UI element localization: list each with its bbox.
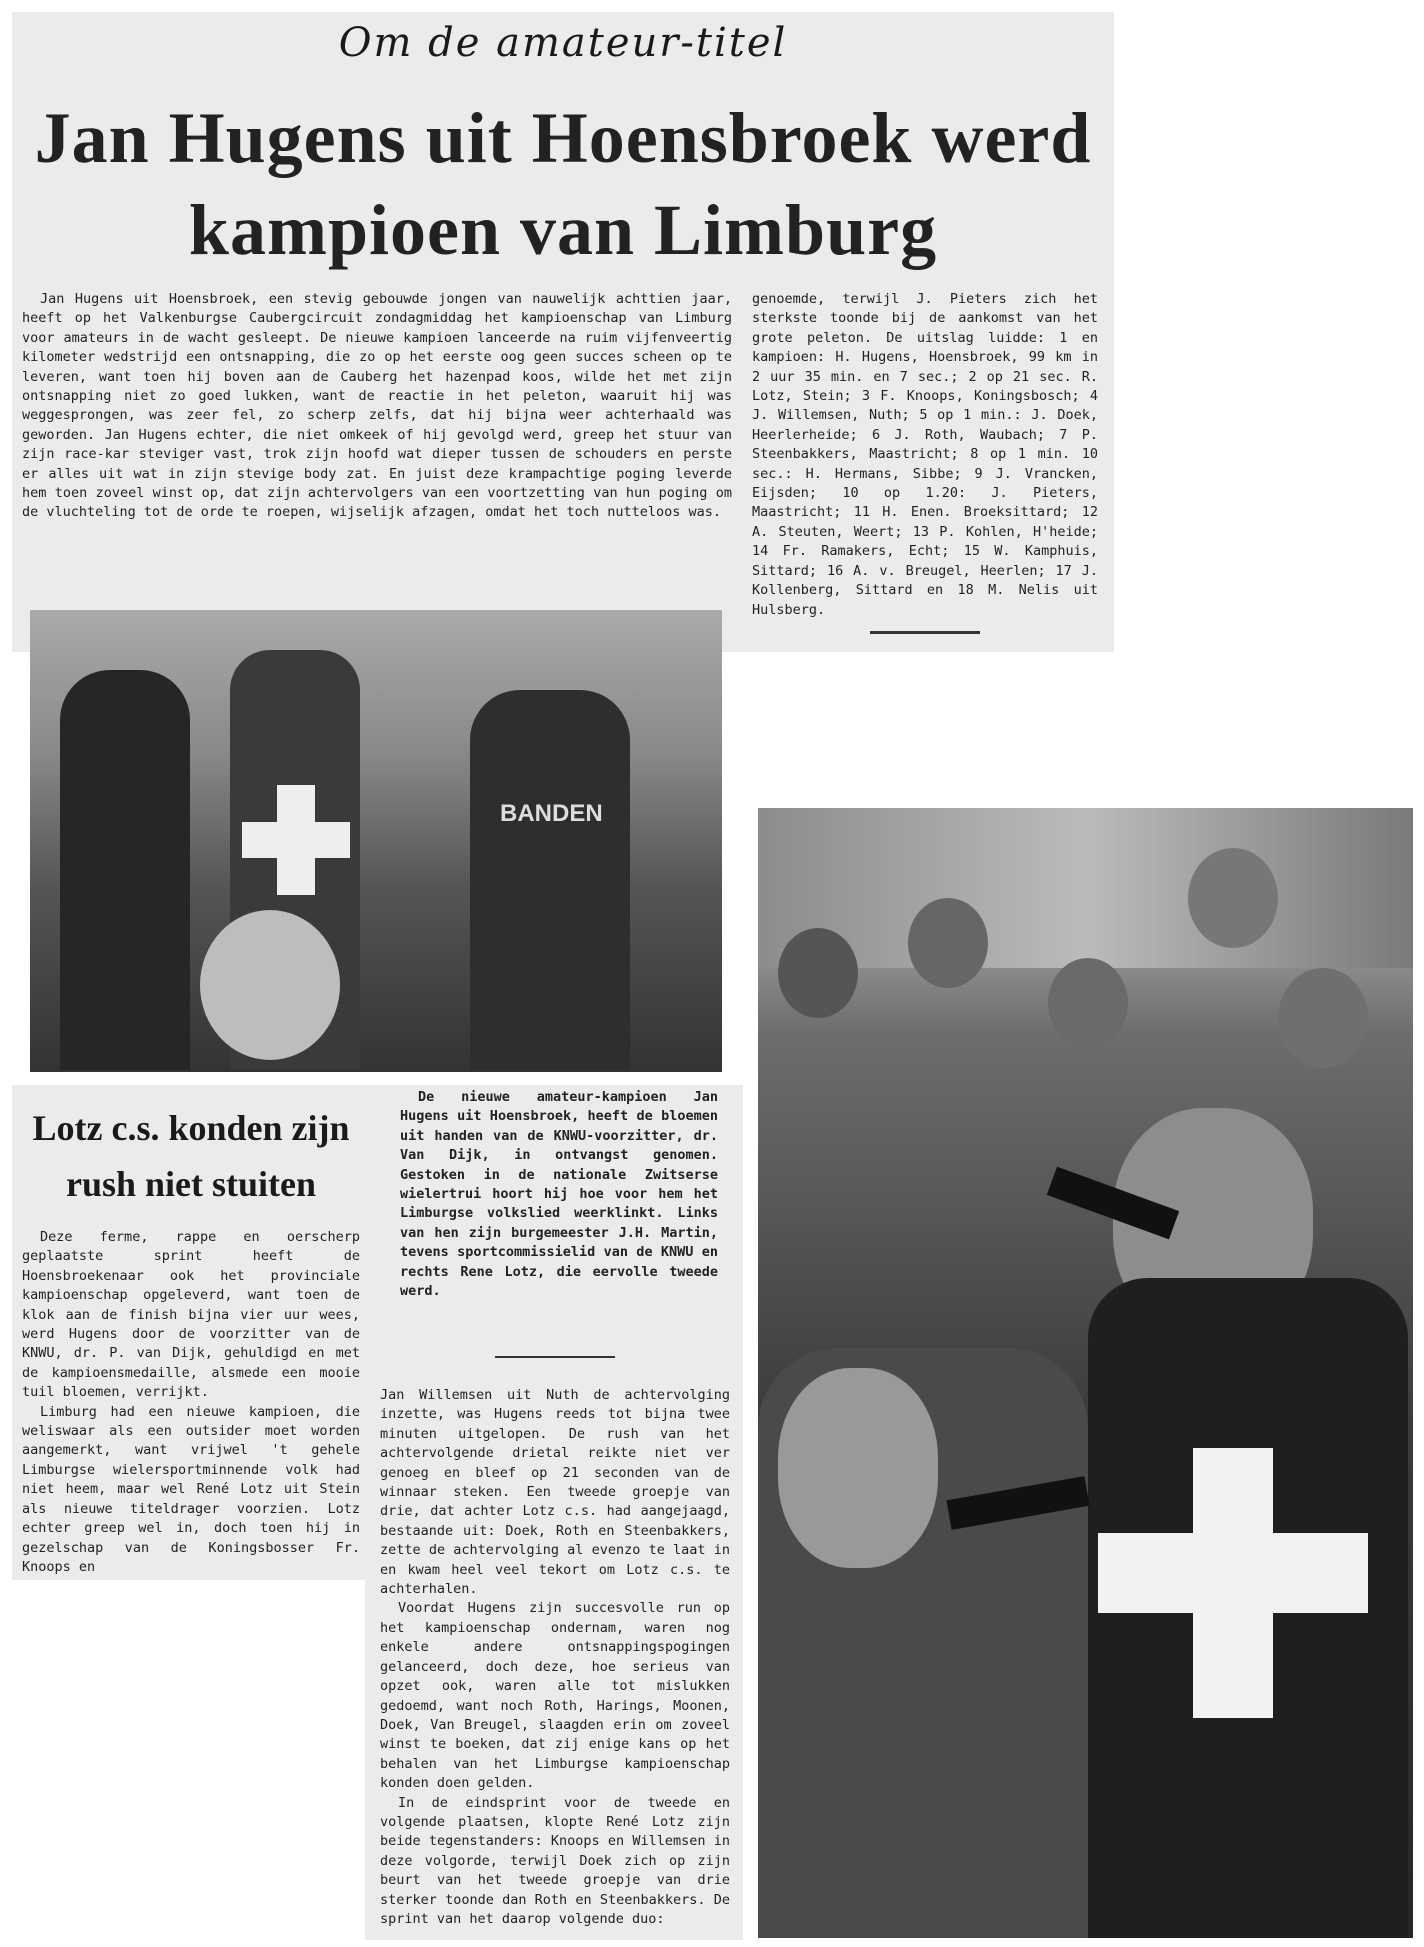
sub-headline-line-2: rush niet stuiten (65, 1164, 317, 1204)
official-figure (60, 670, 190, 1070)
swiss-cross-horizontal (1098, 1533, 1368, 1613)
photo-champion-drinking (758, 808, 1413, 1938)
second-rider-face (778, 1368, 938, 1568)
lead-paragraph (22, 290, 732, 523)
caption-divider (495, 1356, 615, 1358)
caption-text: De nieuwe amateur-kampioen Jan Hugens uit Hoensbroek, heeft de bloemen uit handen van de KNWU-voorzitter, dr. Van Dijk, in ontvangst genomen. Gestoken in de nationale Zwitserse wielertrui hoort hij hoe voor hem het Limburgse volkslied weerklinkt. Links van hen zijn burgemeester J.H. Martin, tevens sportcommissielid van de KNWU en rechts Rene Lotz, die eervolle tweede werd. (400, 1089, 718, 1300)
crowd-face (1048, 958, 1128, 1048)
headline (12, 92, 1114, 276)
headline-line-1: Jan Hugens uit Hoensbroek werd (34, 98, 1092, 178)
photo-champion-flowers (30, 610, 722, 1072)
crowd-face (1188, 848, 1278, 948)
continuation-paragraphs (380, 1386, 730, 1929)
lead-text: Jan Hugens uit Hoensbroek, een stevig gebouwde jongen van nauwelijk achttien jaar, heeft op het Valkenburgse Caubergcircuit zondagmiddag het kampioenschap van Limburg voor amateurs in de wacht gesleept. De nieuwe kampioen lanceerde na ruim vijfenveertig kilometer wedstrijd een ontsnapping, die zo op het eerste oog geen succes scheen op te leveren, want toen hij boven aan de Cauberg het hazenpad koos, wilde het met zijn ontsnapping niet zo goed lukken, want de reactie in het peleton, waaruit hij was weggesprongen, was zeer fel, zo scherp zelfs, dat hij bijna weer achterhaald was geworden. Jan Hugens echter, die niet omkeek of hij gevolgd werd, greep het stuur van zijn race-kar steviger vast, trok zijn hoofd wat dieper tussen de schouders en perste er alles uit wat in zijn stevige body zat. En juist deze krampachtige poging leverde hem toen zoveel winst op, dat zijn achtervolgers van een voortzetting van hun poging om de vluchteling tot de orde te roepen, wijselijk afzagen, omdat het toch nutteloos was. (22, 291, 732, 521)
section-divider (870, 631, 980, 634)
results-text: genoemde, terwijl J. Pieters zich het sterkste toonde bij de aankomst van het grote peleton. De uitslag luidde: 1 en kampioen: H. Hugens, Hoensbroek, 99 km in 2 uur 35 min. en 7 sec.; 2 op 21 sec. R. Lotz, Stein; 3 F. Knoops, Koningsbosch; 4 J. Willemsen, Nuth; 5 op 1 min.: J. Doek, Heerlerheide; 6 J. Roth, Waubach; 7 P. Steenbakkers, Maastricht; 8 op 1 min. 10 sec.: H. Hermans, Sibbe; 9 J. Vrancken, Eijsden; 10 op 1.20: J. Pieters, Maastricht; 11 H. Enen. Broeksittard; 12 A. Steuten, Weert; 13 P. Kohlen, H'heide; 14 Fr. Ramakers, Echt; 15 W. Kamphuis, Sittard; 16 A. v. Breugel, Heerlen; 17 J. Kollenberg, Sittard en 18 M. Nelis uit Hulsberg. (752, 291, 1098, 618)
second-rider-figure (470, 690, 630, 1070)
crowd-face (908, 898, 988, 988)
sub-headline-line-1: Lotz c.s. konden zijn (32, 1108, 350, 1148)
continuation-paragraph-3: In de eindsprint voor de tweede en volgende plaatsen, klopte René Lotz zijn beide tegenstanders: Knoops en Willemsen in deze volgorde, terwijl Doek zich op zijn beurt van het tweede groepje van drie sterker toonde dan Roth en Steenbakkers. De sprint van het daarop volgende duo: (380, 1794, 730, 1927)
jersey-lettering: BANDEN (500, 800, 603, 827)
swiss-cross-horizontal (242, 822, 350, 858)
kicker: Om de amateur-titel (338, 20, 788, 66)
continuation-paragraph-2: Voordat Hugens zijn succesvolle run op het kampioenschap ondernam, waren nog enkele andere ontsnappingspogingen gelanceerd, doch deze, hoe serieus van opzet ook, waren alle tot mislukken gedoemd, want noch Roth, Harings, Moonen, Doek, Van Breugel, slaagden erin om zoveel winst te boeken, dat zij enige kans op het behalen van het Limburgse kampioenschap konden doen gelden. (380, 1600, 730, 1792)
headline-line-2: kampioen van Limburg (188, 190, 938, 270)
crowd-background (758, 808, 1413, 968)
lotz-paragraphs (22, 1228, 360, 1577)
sub-headline (12, 1100, 370, 1212)
crowd-face (778, 928, 858, 1018)
results-paragraph (752, 290, 1098, 620)
lotz-paragraph-1: Deze ferme, rappe en oerscherp geplaatste sprint heeft de Hoensbroekenaar ook het provinciale kampioenschap opgeleverd, want toen de klok aan de finish bijna vier uur wees, werd Hugens door de voorzitter van de KNWU, dr. P. van Dijk, gehuldigd en met de kampioensmedaille, alsmede een mooie tuil bloemen, verrijkt. (22, 1229, 360, 1401)
lotz-paragraph-2: Limburg had een nieuwe kampioen, die weliswaar als een outsider moet worden aangemerkt, want vrijwel 't gehele Limburgse wielersportminnende volk had niet heem, maar wel René Lotz uit Stein als nieuwe titeldrager voorzien. Lotz echter greep wel in, doch toen hij in gezelschap van de Koningsbosser Fr. Knoops en (22, 1403, 360, 1575)
continuation-paragraph-1: Jan Willemsen uit Nuth de achtervolging inzette, was Hugens reeds tot bijna twee minuten uitgelopen. De rush van het achtervolgende drietal reikte niet ver genoeg en bleef op 21 seconden van de winnaar steken. Een tweede groepje van drie, dat achter Lotz c.s. had aangejaagd, bestaande uit: Doek, Roth en Steenbakkers, zette de achtervolging al evenzo te laat in en kwam heel veel tekort om Lotz c.s. te achterhalen. (380, 1387, 730, 1598)
photo-caption (400, 1088, 718, 1301)
flower-bouquet (200, 910, 340, 1060)
crowd-face (1278, 968, 1368, 1068)
